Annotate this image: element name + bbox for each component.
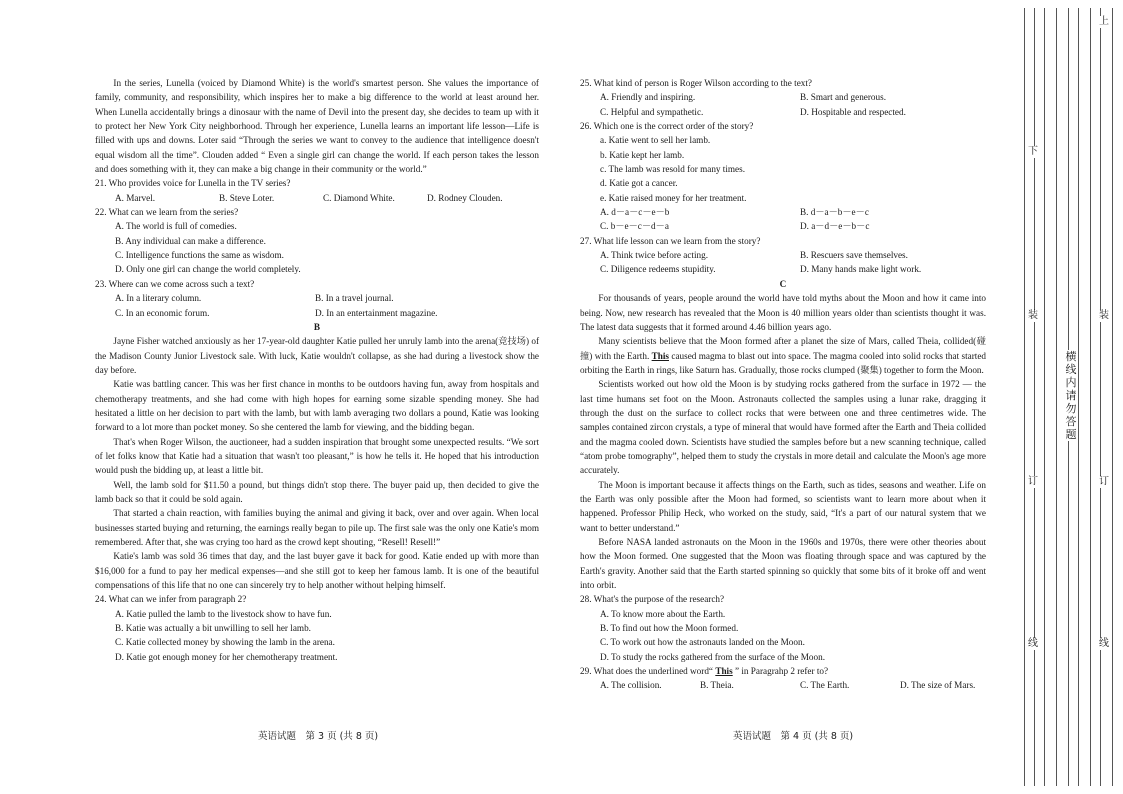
question-28-stem: 28. What's the purpose of the research? bbox=[580, 594, 725, 605]
binding-mark-right: 上 bbox=[1099, 16, 1109, 27]
q26-options-row1 bbox=[580, 205, 986, 219]
q29-underlined-this: This bbox=[715, 666, 733, 677]
q25-options-row1 bbox=[580, 90, 986, 104]
binding-line bbox=[1056, 8, 1057, 786]
b-paragraph-6: Katie's lamb was sold 36 times that day, and the last buyer gave it back for good. Katie ended up with more than $16,000 for a fund to pay her medical expenses—and she still got to keep her famous lamb. It is one of the beautiful compensations of this life that no one can sincerely try to help another without helping himself. bbox=[95, 551, 539, 591]
q26-item-a: a. Katie went to sell her lamb. bbox=[600, 135, 711, 146]
question-23-stem: 23. Where can we come across such a text? bbox=[95, 278, 255, 289]
question-24-stem: 24. What can we infer from paragraph 2? bbox=[95, 594, 247, 605]
q27-option-d: D. Many hands make light work. bbox=[800, 264, 922, 275]
question-21-options bbox=[95, 191, 539, 205]
q29-option-d: D. The size of Mars. bbox=[900, 680, 976, 691]
b-paragraph-5: That started a chain reaction, with families buying the animal and giving it back, over and over again. When local businesses started buying and returning, the earnings really began to pile up. The first sale was the only one Katie's mom remembered. After that, she was crying too hard as the crowd kept shouting, “Resell! Resell!” bbox=[95, 508, 539, 547]
binding-mark-left: 下 bbox=[1028, 146, 1038, 157]
q21-option-a: A. Marvel. bbox=[115, 192, 156, 203]
q24-option-b: B. Katie was actually a bit unwilling to sell her lamb. bbox=[115, 623, 311, 634]
binding-mark-right: 装 bbox=[1099, 310, 1109, 321]
c-paragraph-2-start: Many scientists believe that the Moon formed after a planet the size of Mars, called Theia, collided(碰撞) with the Earth. bbox=[580, 336, 986, 361]
q23-option-d: D. In an entertainment magazine. bbox=[315, 307, 438, 318]
q29-stem-end: ” in Paragrahp 2 refer to? bbox=[732, 666, 829, 677]
q25-option-b: B. Smart and generous. bbox=[800, 92, 886, 103]
question-22-stem: 22. What can we learn from the series? bbox=[95, 207, 239, 218]
q23-option-c: C. In an economic forum. bbox=[115, 307, 210, 318]
q29-option-c: C. The Earth. bbox=[800, 680, 850, 691]
q29-option-b: B. Theia. bbox=[700, 680, 734, 691]
q27-options-row2 bbox=[580, 262, 986, 276]
q22-option-d: D. Only one girl can change the world completely. bbox=[115, 264, 301, 275]
binding-line bbox=[1100, 8, 1101, 786]
q23-option-b: B. In a travel journal. bbox=[315, 293, 394, 304]
question-21-stem: 21. Who provides voice for Lunella in the TV series? bbox=[95, 178, 291, 189]
q28-option-a: A. To know more about the Earth. bbox=[600, 608, 726, 619]
q26-option-c: C. b－e－c－d－a bbox=[600, 221, 669, 232]
q26-option-a: A. d－a－c－e－b bbox=[600, 207, 670, 218]
q27-option-c: C. Diligence redeems stupidity. bbox=[600, 264, 716, 275]
left-page-column bbox=[95, 76, 539, 664]
binding-mark-right: 线 bbox=[1099, 638, 1109, 649]
q22-option-c: C. Intelligence functions the same as wisdom. bbox=[115, 250, 284, 261]
q21-option-c: C. Diamond White. bbox=[323, 192, 395, 203]
binding-line bbox=[1112, 8, 1113, 786]
c-paragraph-3: Scientists worked out how old the Moon is by studying rocks gathered from the surface in 1972 — the last time humans set foot on the Moon. Astronauts collected the samples using a lunar rake, dragging it through the dust on the surface to collect rocks that were between one and three centimetres wide. The samples contained zircon crystals, a type of mineral that would have formed after the Earth and Theia collided and the magma cooled down. Scientists have studied the samples before but a new scanning technique, called “atom probe tomography”, helped them to study the crystals in more detail and calculate the Moon's age more accurately. bbox=[580, 379, 986, 476]
section-b-heading: B bbox=[313, 321, 321, 332]
c-paragraph-1: For thousands of years, people around the world have told myths about the Moon and how it came into being. Now, new research has revealed that the Moon is 40 million years older than scientists thought it was. The latest data suggests that it formed around 4.46 billion years ago. bbox=[580, 293, 986, 332]
intro-paragraph: In the series, Lunella (voiced by Diamond White) is the world's smartest person. She values the importance of family, community, and responsibility, which inspires her to make a big difference to the world at least around her. When Lunella accidentally brings a dinosaur with the name of Devil into the present day, she decides to team up with it to protect her New York City neighborhood. Through her experience, Lunella learns an important life lesson—Life is filled with ups and downs. Loter said “Through the series we want to convey to the audience that intelligence doesn't equal wisdom all the time”. Clouden added “ Even a single girl can change the world. If each person takes the lesson and does something with it, they can make a big change in their community or the world.” bbox=[95, 78, 539, 175]
b-paragraph-3: That's when Roger Wilson, the auctioneer, had a sudden inspiration that brought some unexpected results. “We sort of let folks know that Katie had a situation that wasn't too pleasant,” is how he tells it. He hoped that his introduction would push the bidding up, at least a little bit. bbox=[95, 436, 539, 476]
q27-option-b: B. Rescuers save themselves. bbox=[800, 250, 908, 261]
q25-option-a: A. Friendly and inspiring. bbox=[600, 92, 696, 103]
right-page-footer: 英语试题 第 4 页 (共 8 页) bbox=[733, 731, 854, 742]
b-paragraph-1: Jayne Fisher watched anxiously as her 17-year-old daughter Katie pulled her unruly lamb into the arena(竞技场) of the Madison County Junior Livestock sale. With luck, Katie wouldn't collapse, as she had during a livestock show the day before. bbox=[95, 336, 539, 375]
question-26-stem: 26. Which one is the correct order of the story? bbox=[580, 121, 754, 132]
binding-line bbox=[1078, 8, 1079, 786]
binding-mark-left: 线 bbox=[1028, 638, 1038, 649]
q28-option-b: B. To find out how the Moon formed. bbox=[600, 623, 739, 634]
binding-mark-right: 订 bbox=[1099, 476, 1109, 487]
binding-line bbox=[1044, 8, 1045, 786]
question-25-stem: 25. What kind of person is Roger Wilson according to the text? bbox=[580, 78, 812, 88]
q27-option-a: A. Think twice before acting. bbox=[600, 250, 709, 261]
c-paragraph-4: The Moon is important because it affects things on the Earth, such as tides, seasons and weather. Life on the Earth was only possible after the Moon had formed, so scientists want to learn more about when it happened. Professor Philip Heck, who worked on the study, said, “It's a part of our natural system that we want to better understand.” bbox=[580, 479, 986, 533]
binding-line bbox=[1024, 8, 1025, 786]
underlined-word-this: This bbox=[651, 350, 669, 361]
q25-options-row2 bbox=[580, 105, 986, 119]
q21-option-b: B. Steve Loter. bbox=[219, 192, 275, 203]
section-c-heading: C bbox=[779, 278, 787, 289]
q28-option-c: C. To work out how the astronauts landed on the Moon. bbox=[600, 637, 805, 648]
binding-line bbox=[1034, 8, 1035, 786]
q23-options-row2 bbox=[95, 306, 539, 320]
q22-option-b: B. Any individual can make a difference. bbox=[115, 235, 266, 246]
q23-options-row1 bbox=[95, 291, 539, 305]
question-27-stem: 27. What life lesson can we learn from the story? bbox=[580, 235, 761, 246]
left-page-footer: 英语试题 第 3 页 (共 8 页) bbox=[258, 731, 379, 742]
c-paragraph-2-end: caused magma to blast out into space. The magma cooled into solid rocks that started orbiting the Earth in rings, like Saturn has. Gradually, those rocks clumped (聚集) together to form the Moon. bbox=[580, 350, 986, 375]
q24-option-d: D. Katie got enough money for her chemotherapy treatment. bbox=[115, 651, 338, 662]
q24-option-c: C. Katie collected money by showing the lamb in the arena. bbox=[115, 637, 335, 648]
q26-options-row2 bbox=[580, 219, 986, 233]
question-29-options bbox=[580, 678, 986, 692]
binding-mark-left: 装 bbox=[1028, 310, 1038, 321]
q25-option-c: C. Helpful and sympathetic. bbox=[600, 106, 704, 117]
q29-stem-start: 29. What does the underlined word“ bbox=[580, 666, 716, 677]
q23-option-a: A. In a literary column. bbox=[115, 293, 202, 304]
q28-option-d: D. To study the rocks gathered from the surface of the Moon. bbox=[600, 651, 825, 662]
q29-option-a: A. The collision. bbox=[600, 680, 662, 691]
b-paragraph-4: Well, the lamb sold for $11.50 a pound, but things didn't stop there. The buyer paid up, then decided to give the lamb back so that it could be sold again. bbox=[95, 479, 539, 504]
q26-item-e: e. Katie raised money for her treatment. bbox=[600, 192, 747, 203]
q26-option-d: D. a－d－e－b－c bbox=[800, 221, 870, 232]
right-page-column bbox=[580, 76, 986, 693]
q27-options-row1 bbox=[580, 248, 986, 262]
q22-option-a: A. The world is full of comedies. bbox=[115, 221, 237, 232]
q21-option-d: D. Rodney Clouden. bbox=[427, 192, 503, 203]
c-paragraph-2 bbox=[580, 334, 986, 377]
b-paragraph-2: Katie was battling cancer. This was her first chance in months to be outdoors having fun, away from hospitals and chemotherapy treatments, and she had come with high hopes for earning some sizable spending money. She had hesitated a little on her decision to part with the lamb, but with lamb averaging two dollars a pound, Katie was looking forward to a lot more than pocket money. So she centered the lamb for viewing, and the bidding began. bbox=[95, 379, 539, 433]
q26-item-d: d. Katie got a cancer. bbox=[600, 178, 678, 189]
binding-warning-text: 横线内请勿答题 bbox=[1065, 350, 1077, 441]
question-29-stem bbox=[580, 664, 986, 678]
q26-item-b: b. Katie kept her lamb. bbox=[600, 149, 685, 160]
binding-mark-left: 订 bbox=[1028, 476, 1038, 487]
binding-line bbox=[1090, 8, 1091, 786]
q26-item-c: c. The lamb was resold for many times. bbox=[600, 164, 746, 175]
c-paragraph-5: Before NASA landed astronauts on the Moon in the 1960s and 1970s, there were other theories about how the Moon formed. One suggested that the Moon was floating through space and was captured by the Earth's gravity. Another said that the Earth started spinning so quickly that some bits of it broke off and went into orbit. bbox=[580, 537, 986, 591]
q25-option-d: D. Hospitable and respected. bbox=[800, 106, 906, 117]
q26-option-b: B. d－a－b－e－c bbox=[800, 207, 869, 218]
q24-option-a: A. Katie pulled the lamb to the livestock show to have fun. bbox=[115, 608, 332, 619]
